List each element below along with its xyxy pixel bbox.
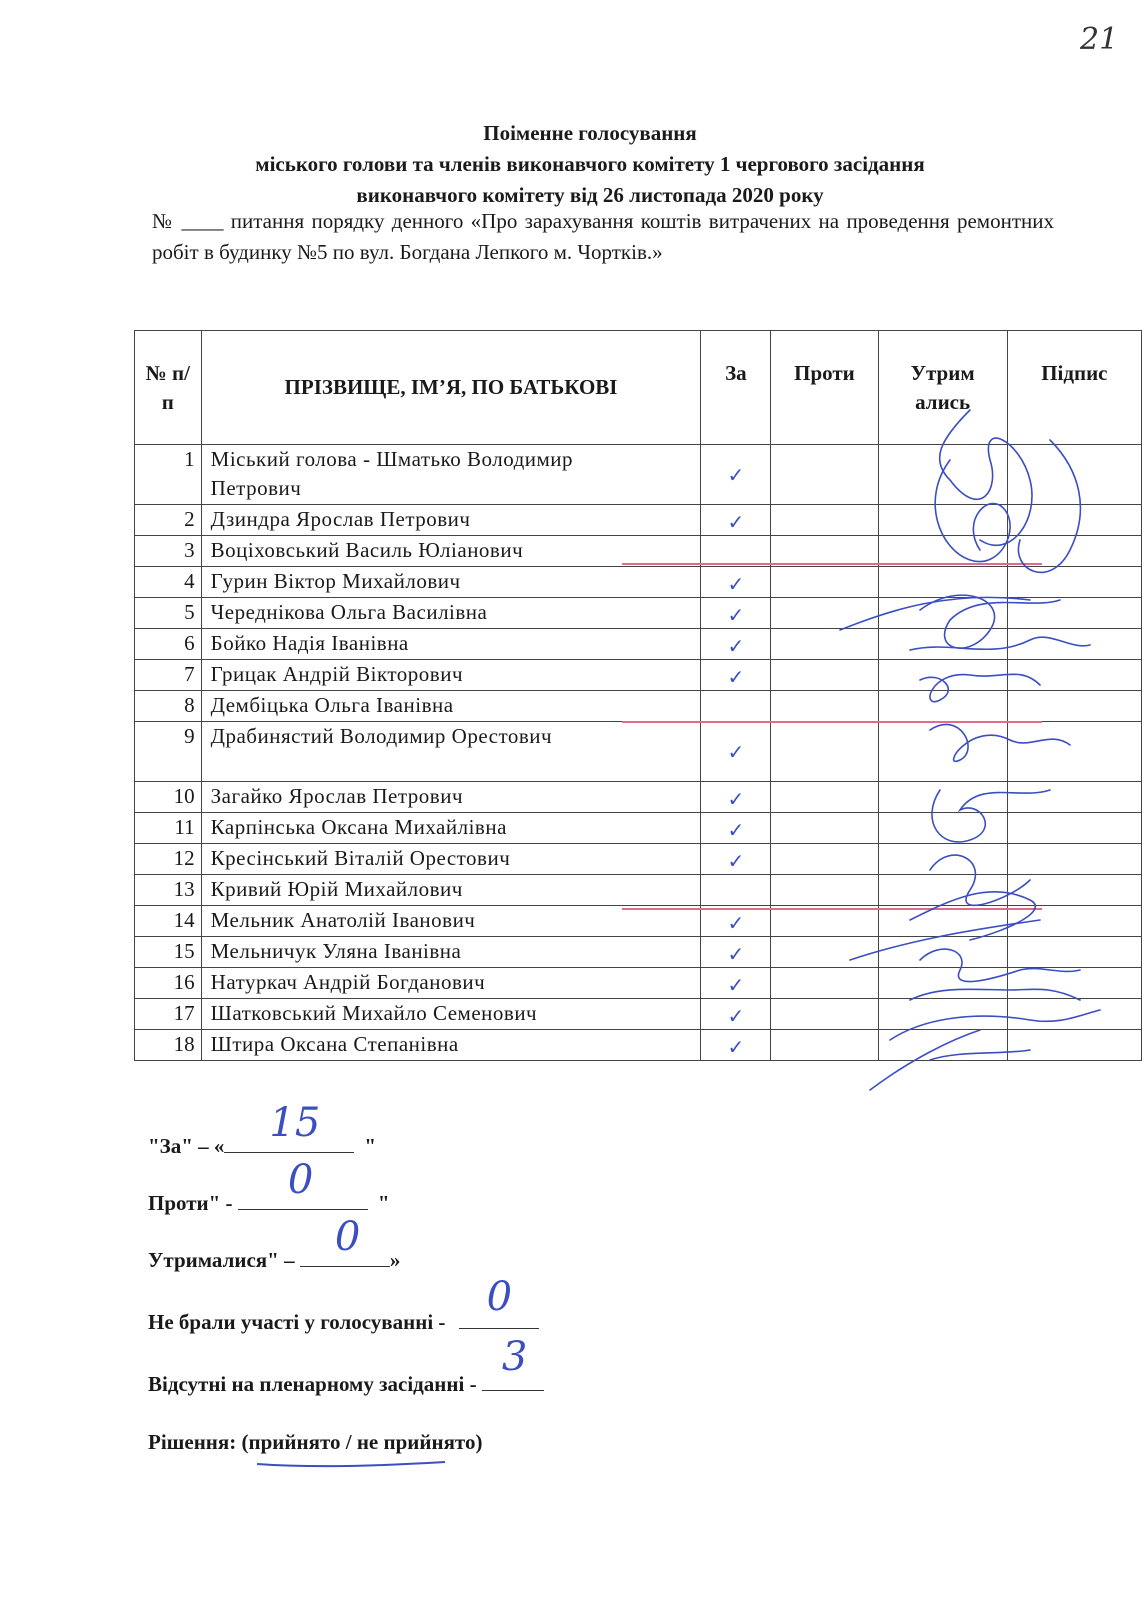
document-title (140, 118, 1040, 211)
member-name: Кресінський Віталій Орестович (201, 844, 701, 875)
row-number: 12 (135, 844, 202, 875)
member-name: Бойко Надія Іванівна (201, 629, 701, 660)
vote-for-cell (701, 722, 771, 782)
summary-absent-value: 3 (501, 1334, 528, 1380)
summary-decision-options: (прийнято / не прийнято) (241, 1430, 483, 1454)
summary-against-value: 0 (287, 1157, 314, 1203)
checkmark-icon: ✓ (727, 634, 745, 658)
member-name: Череднікова Ольга Василівна (201, 598, 701, 629)
checkmark-icon: ✓ (727, 510, 745, 534)
summary-against-label: Проти" - (148, 1191, 233, 1215)
title-line-1: Поіменне голосування (483, 121, 697, 145)
member-name: Мельник Анатолій Іванович (201, 906, 701, 937)
checkmark-icon: ✓ (727, 463, 745, 487)
summary-absent-label: Відсутні на пленарному засіданні - (148, 1372, 477, 1396)
vote-for-cell (701, 844, 771, 875)
checkmark-icon: ✓ (727, 572, 745, 596)
summary-abstained-suffix: » (389, 1248, 401, 1272)
member-name: Мельничук Уляна Іванівна (201, 937, 701, 968)
row-number: 9 (135, 722, 202, 782)
vote-for-cell (701, 968, 771, 999)
header-for: За (701, 331, 771, 445)
checkmark-icon: ✓ (727, 1035, 745, 1059)
header-against: Проти (771, 331, 878, 445)
row-number: 2 (135, 505, 202, 536)
row-number: 11 (135, 813, 202, 844)
member-name: Грицак Андрій Вікторович (201, 660, 701, 691)
checkmark-icon: ✓ (727, 911, 745, 935)
vote-for-cell (701, 813, 771, 844)
checkmark-icon: ✓ (727, 973, 745, 997)
header-abstained: Утрим ались (878, 331, 1007, 445)
summary-for (148, 1100, 377, 1159)
vote-for-cell (701, 567, 771, 598)
checkmark-icon: ✓ (727, 603, 745, 627)
vote-for-cell (701, 536, 771, 567)
agenda-question: № ____ питання порядку денного «Про зарахування коштів витрачених на проведення ремонтних робіт в будинку №5 по вул. Богдана Лепкого м. Чортків.» (152, 209, 1054, 264)
row-number: 7 (135, 660, 202, 691)
row-number: 8 (135, 691, 202, 722)
row-number: 17 (135, 999, 202, 1030)
summary-for-prefix: "За" – « (148, 1134, 225, 1158)
vote-for-cell (701, 906, 771, 937)
row-number: 3 (135, 536, 202, 567)
member-name: Загайко Ярослав Петрович (201, 782, 701, 813)
row-number: 14 (135, 906, 202, 937)
vote-for-cell (701, 1030, 771, 1061)
row-number: 15 (135, 937, 202, 968)
row-number: 6 (135, 629, 202, 660)
header-no: № п/п (135, 331, 202, 445)
row-number: 18 (135, 1030, 202, 1061)
decision-underline-icon (255, 1456, 455, 1470)
summary-abstained-value: 0 (334, 1214, 361, 1260)
member-name: Натуркач Андрій Богданович (201, 968, 701, 999)
summary-against (148, 1157, 390, 1216)
checkmark-icon: ✓ (727, 1004, 745, 1028)
member-name: Воціховський Василь Юліанович (201, 536, 701, 567)
member-name: Дембіцька Ольга Іванівна (201, 691, 701, 722)
title-line-2: міського голови та членів виконавчого комітету 1 чергового засідання (255, 152, 925, 176)
checkmark-icon: ✓ (727, 942, 745, 966)
header-name: ПРІЗВИЩЕ, ІМ’Я, ПО БАТЬКОВІ (201, 331, 701, 445)
vote-for-cell (701, 445, 771, 505)
member-name: Кривий Юрій Михайлович (201, 875, 701, 906)
summary-abstained (148, 1214, 401, 1273)
member-name: Штира Оксана Степанівна (201, 1030, 701, 1061)
summary-not-voted (148, 1274, 539, 1335)
member-name: Карпінська Оксана Михайлівна (201, 813, 701, 844)
row-number: 10 (135, 782, 202, 813)
summary-absent (148, 1334, 544, 1397)
summary-decision-label: Рішення: (148, 1430, 237, 1454)
vote-for-cell (701, 875, 771, 906)
checkmark-icon: ✓ (727, 665, 745, 689)
vote-for-cell (701, 629, 771, 660)
vote-for-cell (701, 999, 771, 1030)
summary-for-value: 15 (269, 1100, 321, 1146)
row-number: 5 (135, 598, 202, 629)
checkmark-icon: ✓ (727, 787, 745, 811)
row-number: 13 (135, 875, 202, 906)
summary-decision (148, 1430, 482, 1455)
vote-for-cell (701, 937, 771, 968)
checkmark-icon: ✓ (727, 740, 745, 764)
vote-for-cell (701, 505, 771, 536)
summary-for-suffix: " (364, 1134, 377, 1158)
summary-not-voted-label: Не брали участі у голосуванні - (148, 1310, 446, 1334)
row-number: 16 (135, 968, 202, 999)
summary-not-voted-value: 0 (486, 1274, 513, 1320)
signatures-scribble-icon (830, 400, 1110, 1120)
checkmark-icon: ✓ (727, 818, 745, 842)
row-number: 1 (135, 445, 202, 505)
page-number: 21 (1080, 22, 1119, 57)
member-name: Драбинястий Володимир Орестович (201, 722, 701, 782)
vote-for-cell (701, 782, 771, 813)
checkmark-icon: ✓ (727, 849, 745, 873)
member-name: Гурин Віктор Михайлович (201, 567, 701, 598)
member-name: Дзиндра Ярослав Петрович (201, 505, 701, 536)
vote-for-cell (701, 660, 771, 691)
summary-against-suffix: " (377, 1191, 390, 1215)
member-name: Шатковський Михайло Семенович (201, 999, 701, 1030)
vote-for-cell (701, 598, 771, 629)
member-name: Міський голова - Шматько Володимир Петрович (201, 445, 701, 505)
row-number: 4 (135, 567, 202, 598)
title-line-3: виконавчого комітету від 26 листопада 2020 року (356, 183, 824, 207)
vote-for-cell (701, 691, 771, 722)
summary-abstained-label: Утрималися" – (148, 1248, 295, 1272)
header-signature: Підпис (1007, 331, 1141, 445)
